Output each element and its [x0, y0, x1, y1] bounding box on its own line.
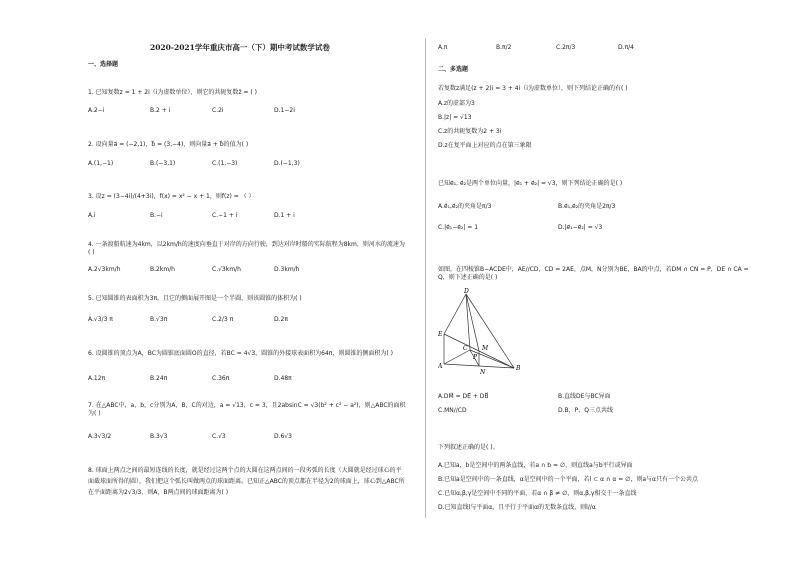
m2-opt-a: A.e⃗₁,e⃗₂的夹角是π/3	[438, 203, 492, 210]
m3-opt-b: B.直线DE与BC异面	[558, 393, 611, 400]
m4-opt-d: D.已知直线l与平面α，且平行于平面α的无数条直线，则l//α	[438, 504, 596, 511]
q4-opt-c: C.√3km/h	[212, 266, 241, 273]
q6-stem: 6. 设圆锥的顶点为A，BC为圆锥底面圆O的直径，若BC = 4√3，圆锥的外接球表面积为64π，则圆锥的侧面积为( )	[88, 350, 393, 357]
q3-opt-a: A.i	[88, 212, 96, 219]
m1-opt-d: D.z在复平面上对应的点在第三象限	[438, 142, 532, 149]
q8-opt-d: D.π/4	[618, 44, 634, 51]
m4-stem: 下列叙述正确的是( )。	[438, 444, 499, 451]
q2-opt-d: D.(−1,3)	[274, 160, 300, 167]
column-divider	[425, 38, 426, 518]
q7-opt-b: B.3√3	[150, 433, 168, 440]
m1-stem: 若复数z满足(z + 2)i = 3 + 4i（i为虚数单位），则下列结论正确的有( )	[438, 85, 628, 92]
q1-opt-d: D.1−2i	[274, 107, 295, 114]
label-A: A	[438, 363, 443, 370]
label-P: P	[473, 354, 478, 361]
label-E: E	[438, 331, 443, 338]
q4-opt-b: B.2km/h	[150, 266, 175, 273]
q8-opt-c: C.2π/3	[556, 44, 576, 51]
q5-opt-b: B.√3π	[150, 316, 168, 323]
label-M: M	[482, 345, 489, 352]
label-C: C	[463, 345, 468, 352]
q5-opt-d: D.2π	[274, 316, 288, 323]
section-heading-multi: 二、多选题	[438, 66, 469, 73]
q7-stem: 7. 在△ABC中，a，b，c分别为A，B，C的对边，a = √13，c = 3，且2absinC = √3(b² + c² − a²)，则△ABC的面积为( )	[88, 402, 406, 417]
m3-opt-c: C.MN//CD	[438, 407, 467, 414]
q5-stem: 5. 已知圆锥的表面积为3π，且它的侧面展开图是一个半圆，则该圆锥的体积为( )	[88, 295, 302, 302]
q7-opt-c: C.√3	[212, 433, 226, 440]
q4-opt-a: A.2√3km/h	[88, 266, 121, 273]
label-D: D	[464, 288, 469, 295]
q4-opt-d: D.3km/h	[274, 266, 300, 273]
m3-opt-d: D.B，P，Q三点共线	[558, 407, 613, 414]
q6-opt-d: D.48π	[274, 375, 292, 382]
q6-opt-a: A.12π	[88, 375, 106, 382]
m2-opt-d: D.|e⃗₁−e⃗₂| = √3	[558, 224, 603, 231]
q1-opt-c: C.2i	[212, 107, 224, 114]
q7-opt-a: A.3√3/2	[88, 433, 112, 440]
page-title: 2020-2021学年重庆市高一（下）期中考试数学试卷	[150, 43, 330, 52]
m4-opt-c: C.已知α,β,γ是空间中不同的平面，若α ∩ β ≠ ∅，则α,β,γ相交于一条直线	[438, 490, 637, 497]
q4-stem: 4. 一条渡船航速为4km，以2km/h的速度向垂直于对岸的方向行驶，到达对岸时船的实际航程为8km，则河水的流速为( )	[88, 241, 405, 256]
q3-opt-c: C.−1 + i	[212, 212, 238, 219]
q2-opt-a: A.(1,−1)	[88, 160, 114, 167]
m1-opt-b: B.|z| = √13	[438, 114, 472, 121]
q3-opt-b: B.−i	[150, 212, 163, 219]
q6-opt-c: C.36π	[212, 375, 230, 382]
m2-stem: 已知e⃗₁, e⃗₂是两个单位向量，|e⃗₁ + e⃗₂| = √3，则下列结论正确的是( )	[438, 180, 623, 187]
q1-stem: 1. 已知复数z = 1 + 2i（i为虚数单位），则它的共轭复数z̄ = ( )	[88, 89, 258, 96]
q2-stem: 2. 设向量a⃗ = (−2,1)，b⃗ = (3,−4)，则向量a⃗ + b⃗的值为( )	[88, 141, 249, 148]
m1-opt-c: C.z的共轭复数为2 + 3i	[438, 128, 502, 135]
q8-opt-b: B.π/2	[496, 44, 512, 51]
m2-opt-b: B.e⃗₁,e⃗₂的夹角是2π/3	[558, 203, 616, 210]
edge-DE	[444, 294, 466, 334]
q8-opt-a: A.π	[438, 44, 448, 51]
m3-opt-a: A.DM⃗ = DE⃗ + DB⃗	[438, 393, 489, 400]
q5-opt-a: A.√3/3 π	[88, 316, 113, 323]
edge-AC	[444, 350, 470, 364]
q6-opt-b: B.24π	[150, 375, 168, 382]
m2-opt-c: C.|e⃗₁−e⃗₂| = 1	[438, 224, 479, 231]
m1-opt-a: A.z的虚部为3	[438, 100, 475, 107]
m4-opt-b: B.已知a是空间中的一条直线，α是空间中的一个平面，若l ⊂ α ∩ α = ∅，则a与α只有一个公共点	[438, 476, 698, 483]
label-N: N	[480, 369, 486, 376]
m3-stem: 如图，在四棱锥B−ACDE中，AE//CD，CD = 2AE，点M，N分别为BE，BA的中点，若DM ∩ CN = P，DE ∩ CA = Q，则下述正确的是( )	[438, 266, 749, 281]
q7-opt-d: D.6√3	[274, 433, 292, 440]
q2-opt-b: B.(−3,1)	[150, 160, 176, 167]
label-B: B	[516, 365, 521, 372]
m4-opt-a: A.已知a，b是空间中的两条直线，若a ∩ b = ∅，则直线a与b平行或异面	[438, 462, 633, 469]
pyramid-figure	[438, 288, 548, 378]
q2-opt-c: C.(1,−3)	[212, 160, 238, 167]
q5-opt-c: C.2/3 π	[212, 316, 234, 323]
q3-stem: 3. 设z = (3−4i)/(4+3i)，f(x) = x² − x + 1，则f(z) = （ ）	[88, 193, 255, 200]
section-heading-choice: 一、选择题	[88, 61, 119, 68]
q1-opt-a: A.2−i	[88, 107, 105, 114]
q3-opt-d: D.1 + i	[274, 212, 295, 219]
q8-stem: 8. 球面上两点之间的最短连线的长度，就是经过这两个点的大圆在这两点间的一段劣弧的长度（大圆就是经过球心的平面截球面所得的圆），我们把这个弧长叫做两点的球面距离。已知正△ABC的顶点都在半径为2的球面上，球心到△ABC所在平面距离为2√3/3，则A，B两点间的球面距离为( )	[88, 467, 405, 496]
q1-opt-b: B.2 + i	[150, 107, 171, 114]
